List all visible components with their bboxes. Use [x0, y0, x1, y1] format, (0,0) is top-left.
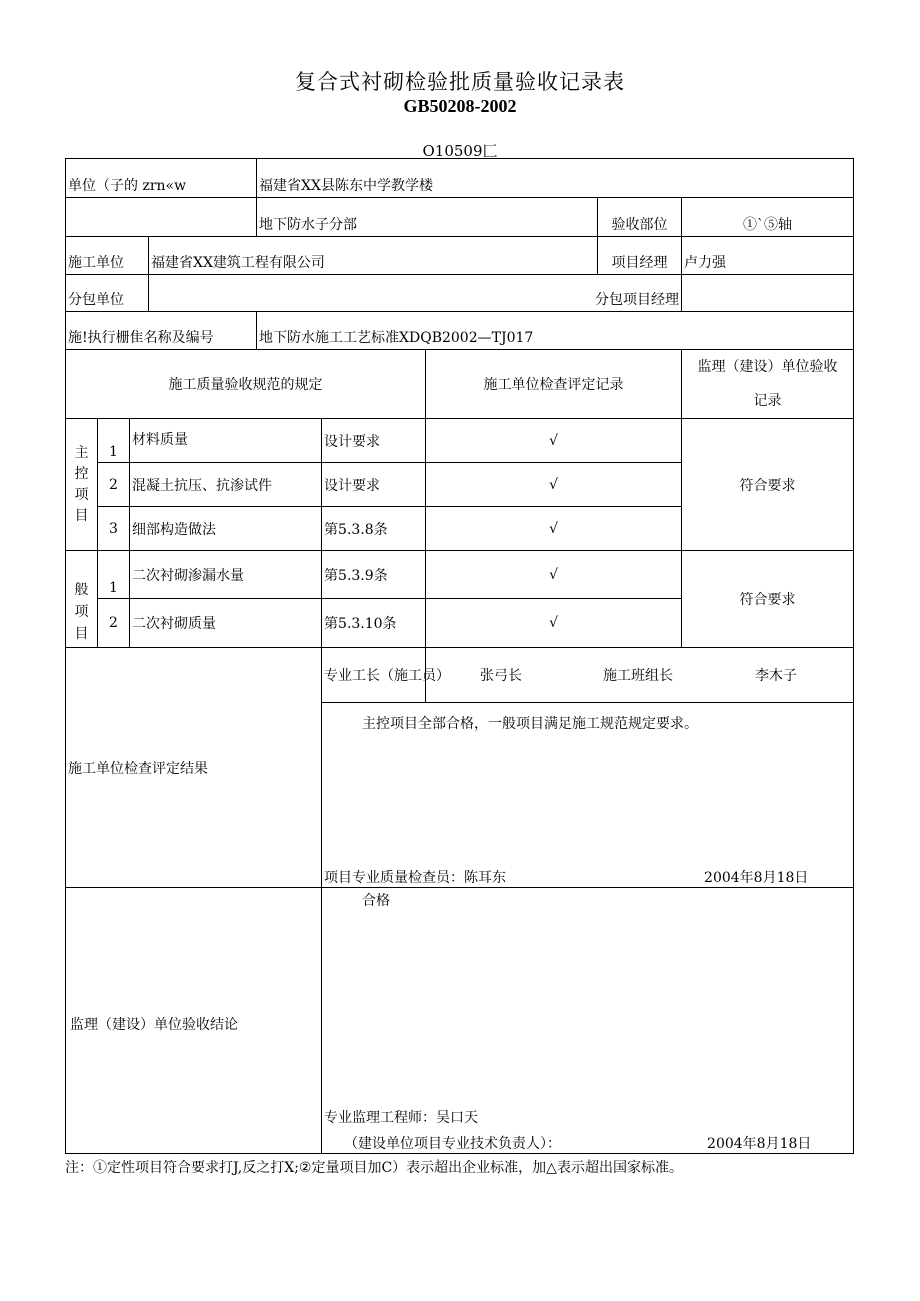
supervision-date: 2004年8月18日	[707, 1136, 812, 1152]
supervision-result-label-cell	[66, 888, 322, 1154]
item-requirement: 设计要求	[322, 463, 426, 507]
general-result: 符合要求	[682, 551, 854, 648]
item-name: 混凝土抗压、抗渗试件	[130, 463, 322, 507]
supervision-comment: 合格	[362, 893, 391, 909]
supervising-engineer: 专业监理工程师：吴口天	[324, 1110, 479, 1126]
subcontract-unit-label: 分包单位	[66, 275, 149, 312]
main-control-result: 符合要求	[682, 419, 854, 551]
general-label	[66, 551, 98, 648]
main-control-label-line2: 项目	[74, 486, 89, 524]
construction-unit-label: 施工单位	[66, 237, 149, 275]
item-name: 二次衬砌质量	[130, 599, 322, 648]
main-control-label	[66, 419, 98, 551]
supervision-header-line1: 监理（建设）单位验收	[697, 359, 838, 375]
standard-code: GB50208-2002	[403, 96, 517, 116]
item-requirement: 第5.3.8条	[322, 507, 426, 551]
standard-value: 地下防水施工工艺标准XDQB2002—TJ017	[257, 312, 854, 350]
subcontract-pm-label: 分包项目经理	[149, 275, 682, 312]
form-title: 复合式衬砌检验批质量验收记录表	[295, 70, 625, 94]
subdivision-label-empty	[66, 198, 257, 237]
standard-label: 施!执行栅隹名称及编号	[66, 312, 257, 350]
construction-comment: 主控项目全部合格，一般项目满足施工规范规定要求。	[362, 716, 699, 732]
item-number: 1	[98, 551, 130, 599]
item-number: 2	[98, 463, 130, 507]
item-check-mark: √	[426, 507, 682, 551]
inspection-part-value: ①`⑤轴	[682, 198, 854, 237]
construction-date: 2004年8月18日	[704, 870, 809, 886]
supervision-column-header	[682, 350, 854, 419]
general-row-1	[66, 551, 854, 599]
item-check-mark: √	[426, 551, 682, 599]
item-name: 二次衬砌渗漏水量	[130, 551, 322, 599]
footnote: 注：①定性项目符合要求打J,反之打X;②定量项目加C）表示超出企业标准，加△表示超出国家标准。	[65, 1160, 683, 1176]
foreman-name: 张弓长	[480, 668, 523, 684]
form-serial-number: O10509匚	[422, 142, 498, 160]
item-check-mark: √	[426, 419, 682, 463]
item-requirement: 第5.3.9条	[322, 551, 426, 599]
general-label-line2: 目	[74, 626, 89, 642]
inspection-record-table	[65, 158, 854, 1154]
owner-technical-lead: （建设单位项目专业技术负责人）：	[344, 1136, 562, 1152]
project-manager-label: 项目经理	[598, 237, 682, 275]
subdivision-value: 地下防水子分部	[257, 198, 598, 237]
check-record-column-header: 施工单位检查评定记录	[426, 350, 682, 419]
item-name: 细部构造做法	[130, 507, 322, 551]
unit-name-value: 福建省XX县陈东中学教学楼	[257, 159, 854, 198]
item-number: 1	[98, 419, 130, 463]
supervision-result-label: 监理（建设）单位验收结论	[70, 1016, 238, 1033]
item-check-mark: √	[426, 463, 682, 507]
foreman-signatures	[426, 648, 854, 703]
subcontract-pm-value	[682, 275, 854, 312]
supervision-header-line2: 记录	[753, 393, 782, 409]
item-requirement: 设计要求	[322, 419, 426, 463]
foreman-label: 专业工长（施工员）	[322, 648, 426, 703]
item-number: 3	[98, 507, 130, 551]
item-requirement: 第5.3.10条	[322, 599, 426, 648]
quality-inspector: 项目专业质量检查员：陈耳东	[324, 870, 507, 886]
unit-name-label: 单位（子的 zrn«w	[66, 159, 257, 198]
construction-unit-value: 福建省XX建筑工程有限公司	[149, 237, 598, 275]
construction-result-body	[322, 703, 854, 888]
team-leader-name: 李木子	[755, 668, 798, 684]
project-manager-value: 卢力强	[682, 237, 854, 275]
spec-column-header: 施工质量验收规范的规定	[66, 350, 426, 419]
item-number: 2	[98, 599, 130, 648]
main-control-row-1	[66, 419, 854, 463]
construction-result-label: 施工单位检查评定结果	[66, 648, 322, 888]
main-control-label-line1: 主控	[74, 444, 89, 482]
inspection-part-label: 验收部位	[598, 198, 682, 237]
general-label-line1: 般项	[74, 582, 89, 620]
item-check-mark: √	[426, 599, 682, 648]
item-name: 材料质量	[130, 419, 322, 463]
supervision-result-body	[322, 888, 854, 1154]
team-leader-label: 施工班组长	[603, 668, 674, 684]
